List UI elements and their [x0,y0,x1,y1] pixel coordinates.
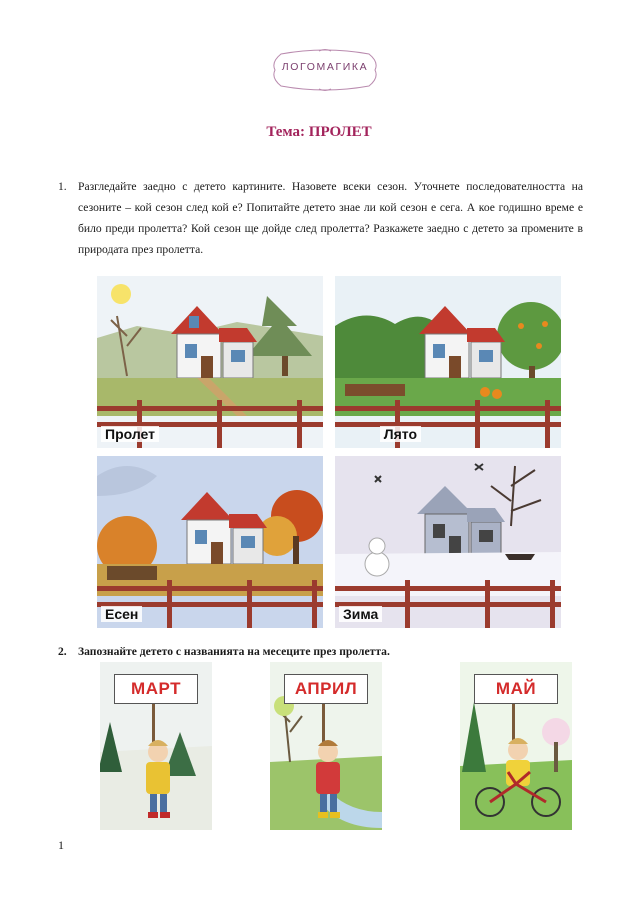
autumn-label: Есен [101,606,142,622]
autumn-house-image [97,456,323,628]
logo-text: ЛОГОМАГИКА [281,61,369,73]
month-sign-april: АПРИЛ [284,674,368,704]
spring-house-image [97,276,323,448]
page-title: Тема: ПРОЛЕТ [266,124,372,140]
seasons-illustration [97,276,561,628]
instruction-1-text: Разгледайте заедно с детето картините. Назовете всеки сезон. Уточнете последователността на сезоните – кой сезон след кой е? Попитайте детето знае ли кой сезон е сега. А кое годишно време е било преди пролетта? Кой сезон ще дойде след пролетта? Разкажете заедно с детето за промените в природата през пролетта. [78,180,583,256]
month-sign-may: МАЙ [474,674,558,704]
month-card-march [100,662,212,830]
summer-label: Лято [380,426,421,442]
month-sign-march: МАРТ [114,674,198,704]
winter-house-image [335,456,561,628]
page-number: 1 [58,838,64,852]
month-card-may [460,662,572,830]
logo [269,48,381,92]
instruction-1-number: 1. [58,180,67,193]
summer-scene [335,276,561,448]
spring-label: Пролет [101,426,159,442]
autumn-scene [97,456,323,628]
instruction-2-text: Запознайте детето с названията на месеците през пролетта. [78,645,390,658]
summer-house-image [335,276,561,448]
winter-label: Зима [339,606,382,622]
month-card-april [270,662,382,830]
instruction-2-number: 2. [58,645,67,658]
winter-scene [335,456,561,628]
spring-scene [97,276,323,448]
